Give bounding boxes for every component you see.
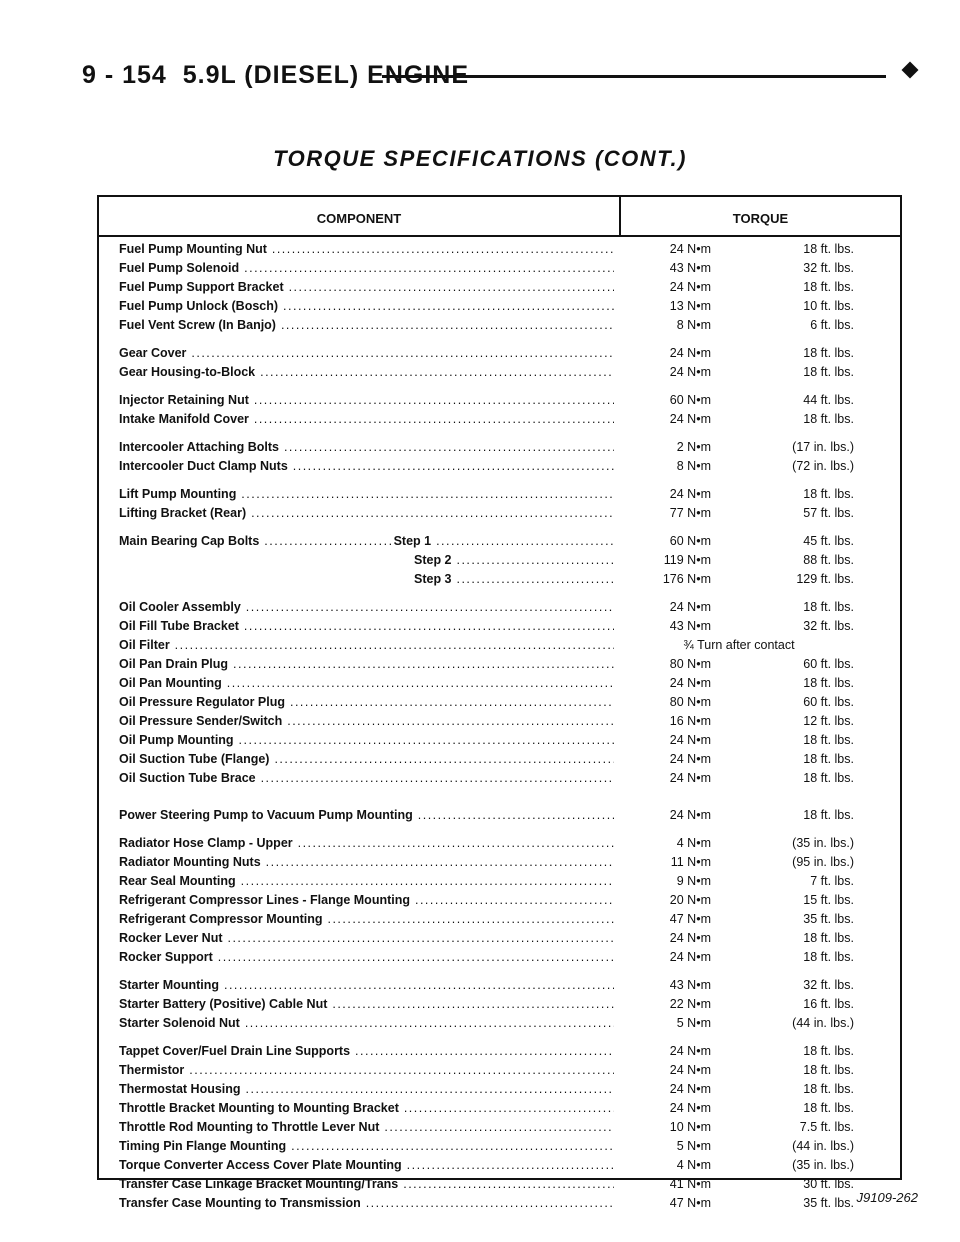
torque-nm: 77 N•m [669, 506, 711, 520]
torque-imperial: 12 ft. lbs. [803, 714, 854, 728]
torque-imperial: 18 ft. lbs. [803, 1082, 854, 1096]
torque-imperial: 18 ft. lbs. [803, 600, 854, 614]
torque-nm: 24 N•m [669, 676, 711, 690]
torque-nm: 24 N•m [669, 346, 711, 360]
torque-nm: 22 N•m [669, 997, 711, 1011]
component-name: Torque Converter Access Cover Plate Mounting ..... [119, 1155, 614, 1175]
torque-nm: 24 N•m [669, 1044, 711, 1058]
torque-imperial: (44 in. lbs.) [792, 1139, 854, 1153]
torque-imperial: 6 ft. lbs. [810, 318, 854, 332]
table-row [99, 1013, 900, 1033]
torque-nm: 176 N•m [662, 572, 711, 586]
component-name: Step 2 ..... [119, 550, 614, 570]
component-name: Rocker Lever Nut ..... [119, 928, 614, 948]
table-row [99, 711, 900, 731]
table-row [99, 1060, 900, 1080]
torque-nm: 119 N•m [663, 553, 711, 567]
table-header [99, 197, 900, 237]
component-name: Gear Housing-to-Block ..... [119, 362, 614, 382]
component-name: Intake Manifold Cover ..... [119, 409, 614, 429]
component-name: Refrigerant Compressor Lines - Flange Mounting ..... [119, 890, 614, 910]
torque-imperial: 18 ft. lbs. [803, 280, 854, 294]
torque-imperial: 88 ft. lbs. [803, 553, 854, 567]
component-name: Oil Pan Mounting ..... [119, 673, 614, 693]
torque-nm: 24 N•m [669, 600, 711, 614]
torque-nm: 24 N•m [669, 950, 711, 964]
torque-nm: 13 N•m [669, 299, 711, 313]
torque-nm: 4 N•m [676, 836, 711, 850]
torque-nm: 24 N•m [669, 733, 711, 747]
table-row [99, 928, 900, 948]
table-row [99, 654, 900, 674]
table-row [99, 258, 900, 278]
torque-imperial: 57 ft. lbs. [803, 506, 854, 520]
torque-nm: 47 N•m [669, 912, 711, 926]
table-row [99, 296, 900, 316]
torque-nm: 41 N•m [669, 1177, 711, 1191]
torque-nm: 9 N•m [676, 874, 711, 888]
component-name: Transfer Case Mounting to Transmission ..... [119, 1193, 614, 1213]
torque-imperial: 18 ft. lbs. [803, 808, 854, 822]
component-name: Thermistor ..... [119, 1060, 614, 1080]
component-name: Fuel Pump Mounting Nut ..... [119, 239, 614, 259]
table-row [99, 277, 900, 297]
torque-nm: 43 N•m [669, 978, 711, 992]
torque-nm: 24 N•m [669, 1101, 711, 1115]
component-name: Oil Pump Mounting ..... [119, 730, 614, 750]
table-row [99, 343, 900, 363]
component-name: Intercooler Duct Clamp Nuts ..... [119, 456, 614, 476]
torque-nm: 47 N•m [669, 1196, 711, 1210]
component-label: Main Bearing Cap Bolts [119, 534, 260, 548]
component-name: Rear Seal Mounting ..... [119, 871, 614, 891]
torque-imperial: (44 in. lbs.) [792, 1016, 854, 1030]
torque-nm: 24 N•m [669, 412, 711, 426]
table-row [99, 550, 900, 570]
torque-imperial: 60 ft. lbs. [803, 695, 854, 709]
table-row [99, 239, 900, 259]
component-name: Fuel Pump Unlock (Bosch) ..... [119, 296, 614, 316]
torque-imperial: 44 ft. lbs. [803, 393, 854, 407]
torque-nm: 2 N•m [676, 440, 711, 454]
torque-imperial: (35 in. lbs.) [792, 1158, 854, 1172]
component-name [119, 531, 614, 551]
component-name: Fuel Pump Support Bracket ..... [119, 277, 614, 297]
component-name: Starter Battery (Positive) Cable Nut ..... [119, 994, 614, 1014]
torque-imperial: 45 ft. lbs. [803, 534, 854, 548]
torque-imperial: 18 ft. lbs. [803, 487, 854, 501]
torque-imperial: 18 ft. lbs. [803, 1063, 854, 1077]
table-row [99, 673, 900, 693]
table-row [99, 409, 900, 429]
table-row [99, 852, 900, 872]
table-row [99, 730, 900, 750]
component-name: Transfer Case Linkage Bracket Mounting/Trans ..... [119, 1174, 614, 1194]
table-row [99, 1155, 900, 1175]
table-row [99, 616, 900, 636]
torque-nm: 43 N•m [669, 619, 711, 633]
torque-nm: 24 N•m [669, 242, 711, 256]
table-row [99, 597, 900, 617]
torque-nm: 43 N•m [669, 261, 711, 275]
table-row [99, 1136, 900, 1156]
torque-imperial: 16 ft. lbs. [803, 997, 854, 1011]
torque-imperial: 32 ft. lbs. [803, 978, 854, 992]
component-name: Oil Suction Tube Brace ..... [119, 768, 614, 788]
table-row [99, 1117, 900, 1137]
torque-nm: 24 N•m [669, 365, 711, 379]
torque-nm: 20 N•m [669, 893, 711, 907]
torque-nm: 24 N•m [669, 280, 711, 294]
torque-imperial: 32 ft. lbs. [803, 619, 854, 633]
torque-imperial: 7.5 ft. lbs. [799, 1120, 854, 1134]
torque-nm: 8 N•m [676, 318, 711, 332]
page-title: TORQUE SPECIFICATIONS (CONT.) [273, 146, 687, 171]
table-row [99, 484, 900, 504]
table-row [99, 437, 900, 457]
torque-imperial: 60 ft. lbs. [803, 657, 854, 671]
component-name: Thermostat Housing ..... [119, 1079, 614, 1099]
table-row [99, 833, 900, 853]
torque-nm: 10 N•m [669, 1120, 711, 1134]
torque-imperial: 30 ft. lbs. [803, 1177, 854, 1191]
component-name: Oil Cooler Assembly ..... [119, 597, 614, 617]
torque-imperial: (35 in. lbs.) [792, 836, 854, 850]
torque-nm: 24 N•m [669, 808, 711, 822]
torque-nm: 5 N•m [676, 1139, 711, 1153]
table-row [99, 692, 900, 712]
torque-imperial: 18 ft. lbs. [803, 1044, 854, 1058]
table-row [99, 890, 900, 910]
table-row [99, 805, 900, 825]
component-name: Injector Retaining Nut ..... [119, 390, 614, 410]
component-name: Oil Pressure Regulator Plug ..... [119, 692, 614, 712]
table-row [99, 456, 900, 476]
torque-imperial: 18 ft. lbs. [803, 346, 854, 360]
torque-nm: 80 N•m [669, 657, 711, 671]
table-row [99, 569, 900, 589]
table-row [99, 1079, 900, 1099]
torque-nm: 24 N•m [669, 1063, 711, 1077]
component-name: Oil Filter ..... [119, 635, 614, 655]
table-row [99, 390, 900, 410]
table-row [99, 909, 900, 929]
column-header-torque: TORQUE [732, 211, 789, 226]
leader-dots: .......................... [259, 534, 394, 548]
torque-nm: 60 N•m [669, 534, 711, 548]
component-name: Step 3 ..... [119, 569, 614, 589]
torque-imperial: 18 ft. lbs. [803, 733, 854, 747]
component-name: Timing Pin Flange Mounting ..... [119, 1136, 614, 1156]
step-label: Step 1 [393, 534, 432, 548]
component-name: Lifting Bracket (Rear) ..... [119, 503, 614, 523]
column-header-component: COMPONENT [316, 211, 402, 226]
component-name: Rocker Support ..... [119, 947, 614, 967]
torque-imperial: 18 ft. lbs. [803, 676, 854, 690]
torque-nm: 60 N•m [669, 393, 711, 407]
torque-nm: 80 N•m [669, 695, 711, 709]
table-row [99, 994, 900, 1014]
torque-nm: 16 N•m [669, 714, 711, 728]
component-name: Intercooler Attaching Bolts ..... [119, 437, 614, 457]
component-name: Refrigerant Compressor Mounting ..... [119, 909, 614, 929]
table-row [99, 768, 900, 788]
torque-imperial: 15 ft. lbs. [803, 893, 854, 907]
torque-nm: 11 N•m [670, 855, 711, 869]
component-name: Gear Cover ..... [119, 343, 614, 363]
torque-imperial: 32 ft. lbs. [803, 261, 854, 275]
torque-imperial: 18 ft. lbs. [803, 950, 854, 964]
figure-code: J9109-262 [856, 1190, 918, 1205]
torque-nm: 4 N•m [676, 1158, 711, 1172]
component-name: Radiator Mounting Nuts ..... [119, 852, 614, 872]
torque-imperial: 18 ft. lbs. [803, 771, 854, 785]
torque-note: ¾ Turn after contact [683, 638, 795, 652]
table-row [99, 871, 900, 891]
component-name: Oil Suction Tube (Flange) ..... [119, 749, 614, 769]
torque-nm: 24 N•m [669, 1082, 711, 1096]
torque-imperial: 7 ft. lbs. [810, 874, 854, 888]
torque-imperial: 35 ft. lbs. [803, 1196, 854, 1210]
page-heading: 9 - 154 5.9L (DIESEL) ENGINE [82, 61, 470, 89]
component-name: Oil Fill Tube Bracket ..... [119, 616, 614, 636]
component-name: Fuel Vent Screw (In Banjo) ..... [119, 315, 614, 335]
torque-imperial: (95 in. lbs.) [792, 855, 854, 869]
component-name: Radiator Hose Clamp - Upper ..... [119, 833, 614, 853]
table-row [99, 1174, 900, 1194]
table-row [99, 1041, 900, 1061]
component-name: Throttle Rod Mounting to Throttle Lever Nut ..... [119, 1117, 614, 1137]
torque-imperial: 18 ft. lbs. [803, 752, 854, 766]
table-row [99, 531, 900, 551]
torque-nm: 5 N•m [676, 1016, 711, 1030]
table-row [99, 635, 900, 655]
table-row [99, 947, 900, 967]
component-name: Oil Pan Drain Plug ..... [119, 654, 614, 674]
torque-imperial: (72 in. lbs.) [792, 459, 854, 473]
torque-imperial: 18 ft. lbs. [803, 931, 854, 945]
component-name: Lift Pump Mounting ..... [119, 484, 614, 504]
table-row [99, 1193, 900, 1213]
table-row [99, 362, 900, 382]
torque-nm: 24 N•m [669, 752, 711, 766]
torque-imperial: 18 ft. lbs. [803, 412, 854, 426]
table-row [99, 1098, 900, 1118]
torque-nm: 8 N•m [676, 459, 711, 473]
component-name: Tappet Cover/Fuel Drain Line Supports ..... [119, 1041, 614, 1061]
component-name: Fuel Pump Solenoid ..... [119, 258, 614, 278]
torque-imperial: 18 ft. lbs. [803, 1101, 854, 1115]
torque-imperial: 129 ft. lbs. [796, 572, 854, 586]
header-rule [382, 75, 886, 78]
torque-nm: 24 N•m [669, 931, 711, 945]
torque-nm: 24 N•m [669, 487, 711, 501]
component-name: Starter Mounting ..... [119, 975, 614, 995]
component-name: Throttle Bracket Mounting to Mounting Bracket ..... [119, 1098, 614, 1118]
table-row [99, 315, 900, 335]
torque-imperial: (17 in. lbs.) [792, 440, 854, 454]
page-header [82, 58, 920, 98]
component-name: Starter Solenoid Nut ..... [119, 1013, 614, 1033]
component-name: Oil Pressure Sender/Switch ..... [119, 711, 614, 731]
torque-imperial: 35 ft. lbs. [803, 912, 854, 926]
torque-imperial: 10 ft. lbs. [803, 299, 854, 313]
table-row [99, 503, 900, 523]
table-row [99, 749, 900, 769]
table-row [99, 975, 900, 995]
diamond-icon [902, 62, 919, 79]
torque-imperial: 18 ft. lbs. [803, 365, 854, 379]
torque-imperial: 18 ft. lbs. [803, 242, 854, 256]
component-name: Power Steering Pump to Vacuum Pump Mounting ..... [119, 805, 614, 825]
torque-nm: 24 N•m [669, 771, 711, 785]
